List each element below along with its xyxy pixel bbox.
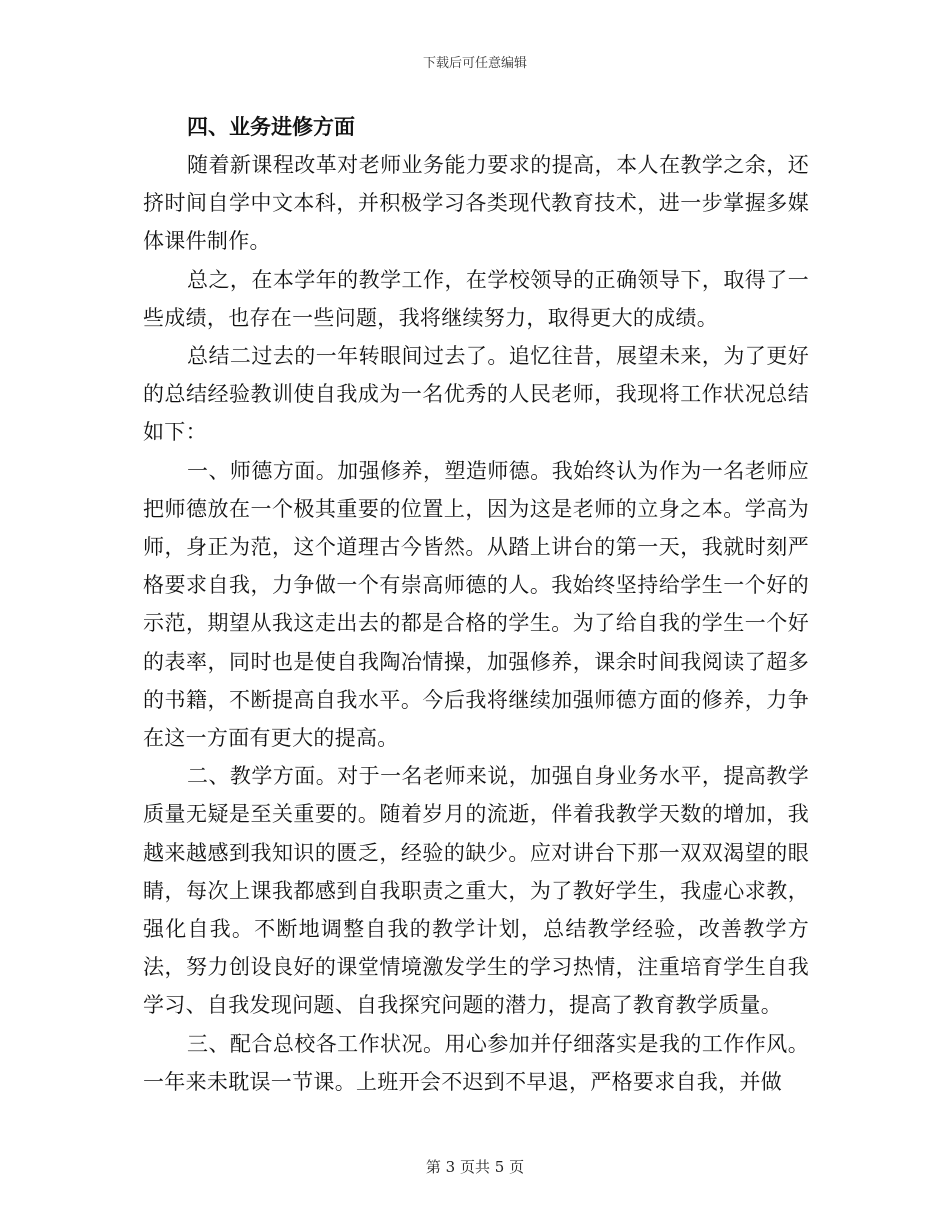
paragraph-teaching: 二、教学方面。对于一名老师来说，加强自身业务水平，提高教学质量无疑是至关重要的。随着岁月的流逝，伴着我教学天数的增加，我越来越感到我知识的匮乏，经验的缺少。应对讲台下那一双双渴望的眼睛，每次上课我都感到自我职责之重大，为了教好学生，我虚心求教，强化自我。不断地调整自我的教学计划，总结教学经验，改善教学方法，努力创设良好的课堂情境激发学生的学习热情，注重培育学生自我学习、自我发现问题、自我探究问题的潜力，提高了教育教学质量。 <box>143 764 809 1018</box>
document-body <box>143 108 809 1101</box>
page-header: 下载后可任意编辑 <box>422 56 527 71</box>
paragraph-summary-two-intro: 总结二过去的一年转眼间过去了。追忆往昔，展望未来，为了更好的总结经验教训使自我成为一名优秀的人民老师，我现将工作状况总结如下： <box>143 344 809 445</box>
paragraph-cooperation: 三、配合总校各工作状况。用心参加并仔细落实是我的工作作风。一年来未耽误一节课。上班开会不迟到不早退，严格要求自我，并做 <box>143 1031 809 1094</box>
section-heading: 四、业务进修方面 <box>187 114 355 139</box>
paragraph-teacher-ethics: 一、师德方面。加强修养，塑造师德。我始终认为作为一名老师应把师德放在一个极其重要的位置上，因为这是老师的立身之本。学高为师，身正为范，这个道理古今皆然。从踏上讲台的第一天，我就时刻严格要求自我，力争做一个有崇高师德的人。我始终坚持给学生一个好的示范，期望从我这走出去的都是合格的学生。为了给自我的学生一个好的表率，同时也是使自我陶冶情操，加强修养，课余时间我阅读了超多的书籍，不断提高自我水平。今后我将继续加强师德方面的修养，力争在这一方面有更大的提高。 <box>143 458 809 751</box>
paragraph-study: 随着新课程改革对老师业务能力要求的提高，本人在教学之余，还挤时间自学中文本科，并积极学习各类现代教育技术，进一步掌握多媒体课件制作。 <box>143 153 809 254</box>
paragraph-summary: 总之，在本学年的教学工作，在学校领导的正确领导下，取得了一些成绩，也存在一些问题，我将继续努力，取得更大的成绩。 <box>143 267 809 330</box>
page-footer: 第 3 页共 5 页 <box>425 1158 525 1176</box>
